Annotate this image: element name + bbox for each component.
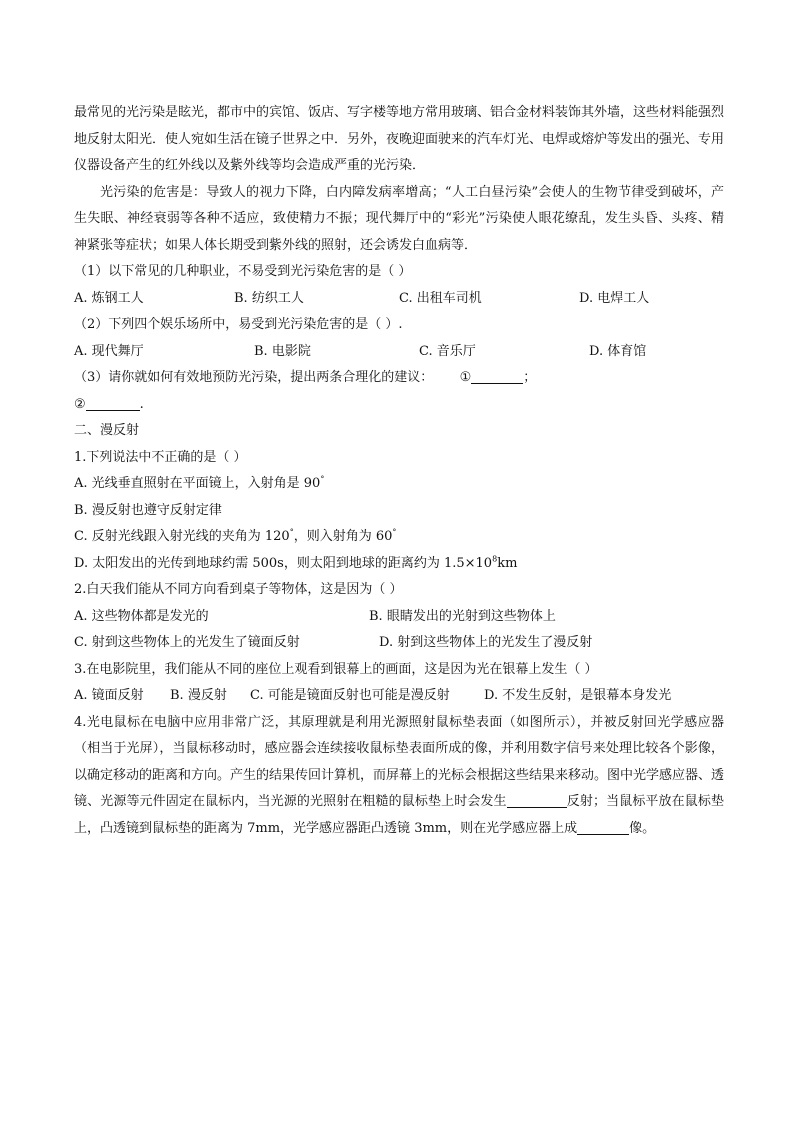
s2-options-row-2 [74,630,724,657]
question-1-options [74,286,724,313]
option-c: C. 射到这些物体上的光发生了镜面反射 [74,635,300,650]
s3-stem: 3.在电影院里，我们能从不同的座位上观看到银幕上的画面，这是因为光在银幕上发生（ ） [74,661,598,677]
paragraph-harm: 光污染的危害是：导致人的视力下降，白内障发病率增高；“人工白昼污染”会使人的生物节律受到破坏，产生失眠、神经衰弱等各种不适应，致使精力不振；现代舞厅中的“彩光”污染使人眼花缭乱，发生头昏、头疼、精神紧张等症状；如果人体长期受到紫外线的照射，还会诱发白血病等． [74,184,724,253]
s1-option-c: C. 反射光线跟入射光线的夹角为 120°，则入射角为 60° [74,527,397,544]
s2-options-row-1 [74,604,724,631]
option-b: B. 电影院 [254,343,311,359]
question-2-options [74,339,724,366]
question-3-line-2: ② . [74,396,144,412]
option-d: D. 电焊工人 [579,290,650,306]
option-a: A. 这些物体都是发光的 [74,608,209,624]
option-c: C. 可能是镜面反射也可能是漫反射 [250,688,450,703]
option-c: C. 出租车司机 [399,290,482,306]
question-1-stem: （1）以下常见的几种职业，不易受到光污染危害的是（ ） [74,264,412,279]
option-c: C. 音乐厅 [419,343,476,359]
option-b: B. 眼睛发出的光射到这些物体上 [369,608,556,624]
option-d: D. 不发生反射，是银幕本身发光 [484,688,672,703]
option-b: B. 漫反射 [170,688,227,703]
s4-question: 4.光电鼠标在电脑中应用非常广泛，其原理就是利用光源照射鼠标垫表面（如图所示），并被反射回光学感应器（相当于光屏），当鼠标移动时，感应器会连续接收鼠标垫表面所成的像，并利用数字信号来处理比较各个影像，以确定移动的距离和方向。产生的结果传回计算机，而屏幕上的光标会根据这些结果来移动。图中光学感应器、透镜、光源等元件固定在鼠标内，当光源的光照射在粗糙的鼠标垫上时会发生 反射；当鼠标平放在鼠标垫上，凸透镜到鼠标垫的距离为 7mm，光学感应器距凸透镜 3mm，则在光学感应器上成 像。 [74,714,725,836]
s1-option-d: D. 太阳发出的光传到地球约需 500s，则太阳到地球的距离约为 $1.5\times 10^8km$ [74,554,518,571]
question-2-stem: （2）下列四个娱乐场所中，易受到光污染危害的是（ ）. [74,317,403,332]
suggestion-1-marker: ① [459,370,472,385]
s1-option-b: B. 漫反射也遵守反射定律 [74,502,222,518]
s1-option-a: A. 光线垂直照射在平面镜上，入射角是 90° [74,474,325,491]
answer-blank-2[interactable] [86,395,140,411]
option-b: B. 纺织工人 [234,290,304,306]
s1-stem: 1.下列说法中不正确的是（ ） [74,449,247,465]
question-3-text: （3）请你就如何有效地预防光污染，提出两条合理化的建议： [74,370,434,385]
option-a: A. 炼钢工人 [74,290,144,306]
option-a: A. 现代舞厅 [74,343,144,359]
option-d: D. 体育馆 [589,343,647,359]
option-d: D. 射到这些物体上的光发生了漫反射 [379,635,593,650]
paragraph-glare: 最常见的光污染是眩光，都市中的宾馆、饭店、写字楼等地方常用玻璃、铝合金材料装饰其外墙，这些材料能强烈地反射太阳光．使人宛如生活在镜子世界之中．另外，夜晚迎面驶来的汽车灯光、电焊或熔炉等发出的强光、专用仪器设备产生的红外线以及紫外线等均会造成严重的光污染． [74,105,725,173]
section-heading: 二、漫反射 [74,423,140,438]
option-a: A. 镜面反射 [74,688,144,703]
s3-options [74,683,724,710]
question-3-stem: （3）请你就如何有效地预防光污染，提出两条合理化的建议： ① ； [74,370,537,385]
document-page [74,100,724,842]
s2-stem: 2.白天我们能从不同方向看到桌子等物体，这是因为（ ） [74,582,403,597]
answer-blank-1[interactable] [471,368,523,384]
answer-blank-image[interactable] [577,819,629,835]
suggestion-2-marker: ② [74,396,86,412]
answer-blank-reflection[interactable] [507,792,567,808]
